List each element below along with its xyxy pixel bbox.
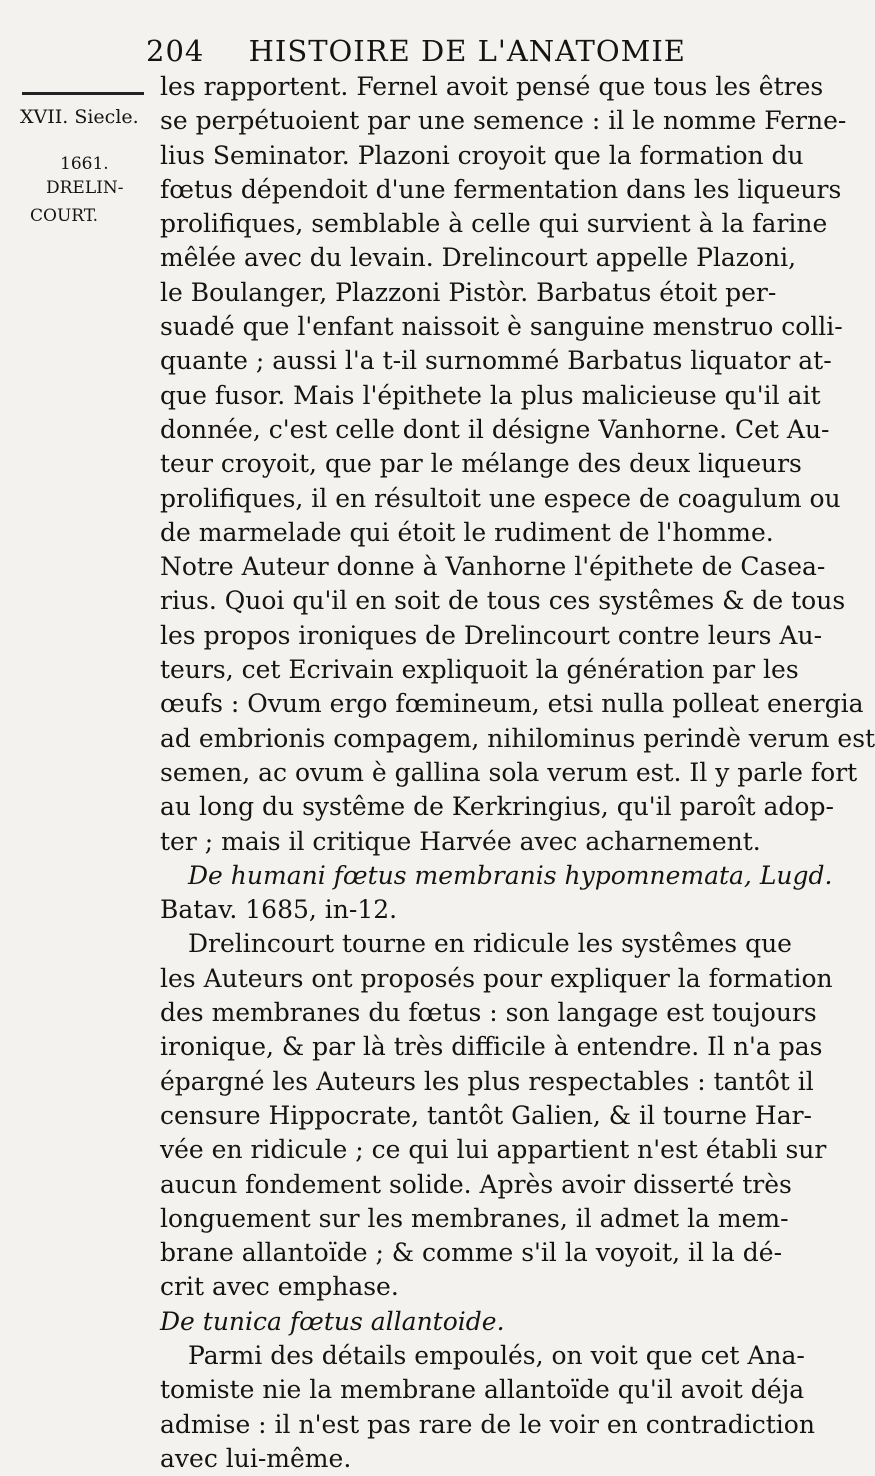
text-line: au long du systême de Kerkringius, qu'il paroît adop-	[160, 792, 834, 822]
text-line: Notre Auteur donne à Vanhorne l'épithete de Casea-	[160, 552, 826, 582]
text-line: des membranes du fœtus : son langage est toujours	[160, 998, 817, 1028]
margin-author-line2: COURT.	[30, 206, 99, 226]
running-header	[146, 34, 686, 68]
text-line: les Auteurs ont proposés pour expliquer la formation	[160, 963, 833, 993]
text-line: teur croyoit, que par le mélange des deux liqueurs	[160, 449, 802, 479]
text-line: les rapportent. Fernel avoit pensé que tous les êtres	[160, 72, 824, 101]
citation-line	[160, 1305, 735, 1339]
running-title: HISTOIRE DE L'ANATOMIE	[248, 34, 686, 68]
margin-year: 1661.	[60, 154, 109, 174]
text-line: semen, ac ovum è gallina sola verum est. Il y parle fort	[160, 757, 858, 787]
text-line: admise : il n'est pas rare de le voir en contradiction	[160, 1409, 815, 1439]
text-line: prolifiques, il en résultoit une espece de coagulum ou	[160, 483, 841, 513]
text-line: mêlée avec du levain. Drelincourt appelle Plazoni,	[160, 243, 797, 273]
text-line: censure Hippocrate, tantôt Galien, & il tourne Har-	[160, 1100, 813, 1130]
text-line: donnée, c'est celle dont il désigne Vanhorne. Cet Au-	[160, 414, 830, 444]
text-line: lius Seminator. Plazoni croyoit que la formation du	[160, 140, 804, 170]
text-line: de marmelade qui étoit le rudiment de l'homme.	[160, 517, 774, 547]
text-line: épargné les Auteurs les plus respectables : tantôt il	[160, 1066, 814, 1096]
text-line: crit avec emphase.	[160, 1272, 399, 1302]
text-line: aucun fondement solide. Après avoir disserté très	[160, 1169, 792, 1199]
text-line: œufs : Ovum ergo fœmineum, etsi nulla polleat energia	[160, 689, 864, 719]
text-line: teurs, cet Ecrivain expliquoit la génération par les	[160, 655, 799, 685]
text-line: brane allantoïde ; & comme s'il la voyoit, il la dé-	[160, 1238, 783, 1268]
text-line: rius. Quoi qu'il en soit de tous ces systêmes & de tous	[160, 586, 846, 616]
text-line: que fusor. Mais l'épithete la plus malicieuse qu'il ait	[160, 380, 821, 410]
citation-text: De humani fœtus membranis hypomnemata, Lugd.	[188, 860, 833, 890]
margin-author-line1: DRELIN-	[46, 178, 124, 198]
text-line: tomiste nie la membrane allantoïde qu'il avoit déja	[160, 1375, 805, 1405]
text-line: ter ; mais il critique Harvée avec acharnement.	[160, 826, 761, 856]
text-line: vée en ridicule ; ce qui lui appartient n'est établi sur	[160, 1135, 827, 1165]
text-line: ironique, & par là très difficile à entendre. Il n'a pas	[160, 1032, 823, 1062]
text-line: ad embrionis compagem, nihilominus perindè verum est	[160, 723, 875, 753]
text-line: Parmi des détails empoulés, on voit que cet Ana-	[188, 1340, 805, 1370]
page-number: 204	[146, 34, 205, 68]
text-line: Drelincourt tourne en ridicule les systêmes que	[188, 929, 792, 959]
text-line: suadé que l'enfant naissoit è sanguine menstruo colli-	[160, 312, 843, 342]
text-line: les propos ironiques de Drelincourt contre leurs Au-	[160, 620, 823, 650]
citation-line: Batav. 1685, in-12.	[160, 895, 398, 925]
text-line: longuement sur les membranes, il admet la mem-	[160, 1203, 789, 1233]
text-line: prolifiques, semblable à celle qui survient à la farine	[160, 209, 828, 239]
text-line: avec lui-même.	[160, 1443, 352, 1473]
text-line: quante ; aussi l'a t-il surnommé Barbatus liquator at-	[160, 346, 832, 376]
margin-century: XVII. Siecle.	[20, 106, 139, 128]
text-line: fœtus dépendoit d'une fermentation dans les liqueurs	[160, 174, 842, 204]
citation-text: De tunica fœtus allantoide.	[160, 1306, 505, 1336]
text-line: le Boulanger, Plazzoni Pistòr. Barbatus étoit per-	[160, 277, 777, 307]
page-body	[160, 70, 875, 1476]
margin-rule	[22, 92, 144, 95]
text-line: se perpétuoient par une semence : il le nomme Ferne-	[160, 106, 847, 136]
citation-line	[160, 859, 833, 893]
